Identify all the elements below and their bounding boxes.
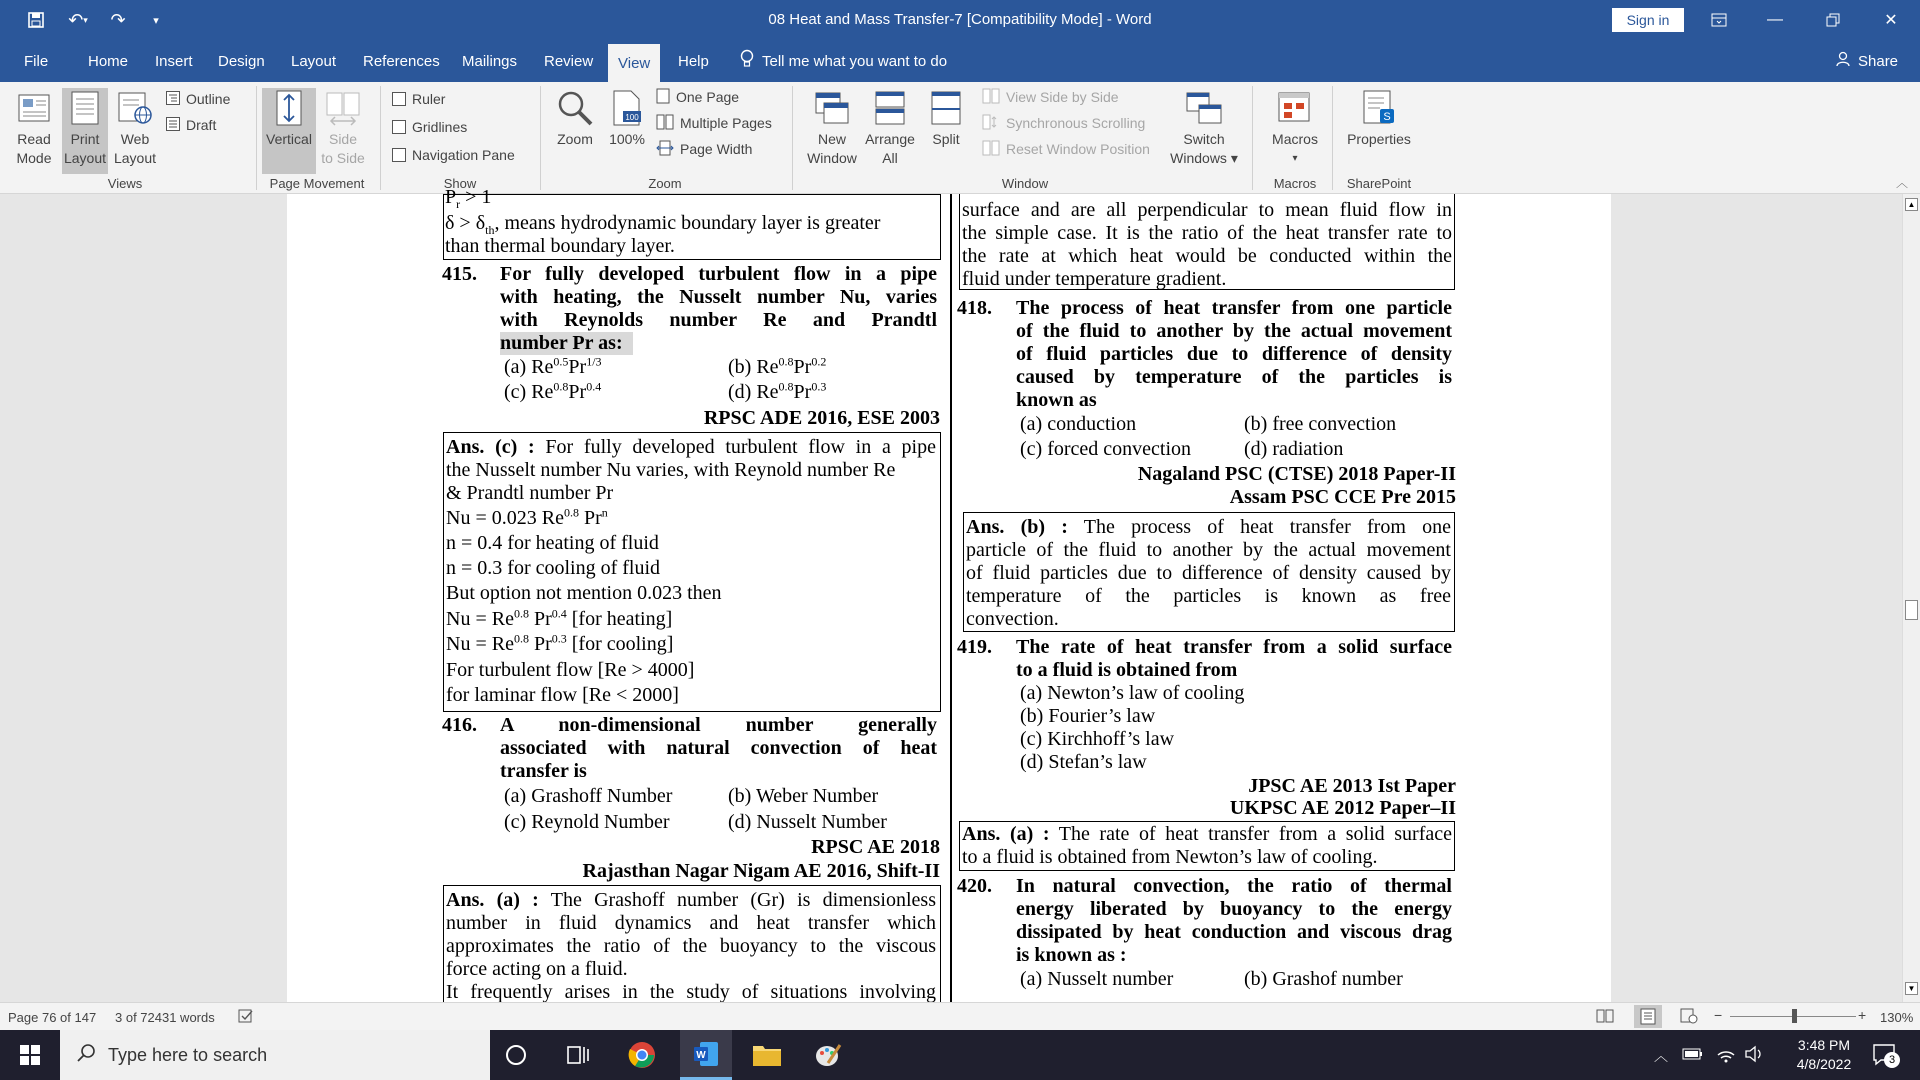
tab-home[interactable]: Home (88, 52, 129, 70)
answer-line: & Prandtl number Pr (446, 482, 614, 504)
multiple-pages-button[interactable]: Multiple Pages (656, 112, 772, 134)
zoom-slider-thumb[interactable] (1792, 1009, 1797, 1023)
answer-line: approximates the ratio of the buoyancy to the viscous (446, 935, 936, 957)
answer-line: Ans. (c) : For fully developed turbulent flow in a pipe (446, 436, 936, 458)
word-taskbar-button[interactable] (680, 1030, 732, 1080)
notifications-button[interactable] (1872, 1042, 1898, 1073)
zoom-100-icon (607, 88, 647, 128)
question-text: The process of heat transfer from one particle (1016, 297, 1452, 319)
clock-date: 4/8/2022 (1796, 1056, 1852, 1072)
answer-line: n = 0.4 for heating of fluid (446, 532, 659, 554)
exam-source: RPSC AE 2018 (811, 836, 940, 858)
synchronous-scrolling-button: Synchronous Scrolling (982, 112, 1145, 134)
web-layout-icon (115, 88, 155, 128)
zoom-in-icon[interactable]: + (1858, 1007, 1867, 1023)
group-separator (792, 86, 793, 190)
new-window-icon (812, 88, 852, 128)
option-c: (c) Kirchhoff’s law (1020, 728, 1175, 750)
answer-line: of fluid particles due to difference of density caused by (966, 562, 1451, 584)
status-bar (0, 1002, 1920, 1030)
print-layout-view-icon[interactable] (1634, 1005, 1662, 1028)
answer-line: n = 0.3 for cooling of fluid (446, 557, 661, 579)
macros-icon (1275, 88, 1315, 128)
answer-line: Ans. (b) : The process of heat transfer from one (966, 516, 1451, 538)
sign-in-button[interactable]: Sign in (1612, 8, 1684, 32)
question-text: is known as : (1016, 944, 1127, 966)
one-page-icon (656, 88, 670, 107)
page-width-button[interactable]: Page Width (656, 138, 752, 160)
side-to-side-icon (323, 88, 363, 128)
group-separator (380, 86, 381, 190)
switch-windows-button[interactable]: Switch Windows ▾ (1170, 88, 1238, 174)
question-number: 416. (442, 714, 477, 736)
svg-text:S: S (1383, 111, 1391, 123)
draft-button[interactable]: Draft (166, 114, 216, 136)
chrome-icon[interactable] (628, 1041, 656, 1074)
question-text: with heating, the Nusselt number Nu, varies (500, 286, 937, 308)
answer-line: for laminar flow [Re < 2000] (446, 684, 679, 706)
vertical-button[interactable]: Vertical (262, 88, 316, 174)
web-layout-button[interactable]: Web Layout (112, 88, 158, 174)
answer-line: the simple case. It is the ratio of the heat transfer rate to (962, 222, 1452, 244)
group-label-macros: Macros (1273, 176, 1317, 191)
collapse-ribbon-icon[interactable]: ︿ (1896, 176, 1909, 190)
magnifier-icon (555, 88, 595, 128)
properties-button[interactable]: S Properties (1340, 88, 1418, 174)
option-c: (c) $Re^{0.8}Pr^{0.4}$ (504, 379, 602, 403)
question-number: 415. (442, 263, 477, 285)
volume-icon[interactable] (1744, 1045, 1764, 1068)
clock[interactable] (1774, 1036, 1874, 1074)
question-number: 419. (957, 636, 992, 658)
new-window-button[interactable]: New Window (800, 88, 864, 174)
properties-icon (1359, 88, 1399, 128)
answer-line: the Nusselt number Nu varies, with Reynold number Re (446, 459, 896, 481)
group-label-views: Views (107, 176, 143, 191)
tab-design[interactable]: Design (218, 52, 265, 70)
scroll-down-icon[interactable]: ▼ (1905, 982, 1918, 995)
page-width-icon (656, 140, 674, 159)
zoom-100-button[interactable]: 100 100% (604, 88, 650, 174)
checkbox-icon (392, 120, 406, 134)
taskbar-search-box[interactable]: Type here to search (60, 1030, 490, 1080)
tab-review[interactable]: Review (544, 52, 594, 70)
tab-references[interactable]: References (363, 52, 440, 70)
ribbon-display-options-icon[interactable] (1696, 0, 1742, 40)
question-text: For fully developed turbulent flow in a pipe (500, 263, 937, 285)
share-label: Share (1858, 52, 1899, 70)
arrange-all-icon (870, 88, 910, 128)
page-count[interactable]: Page 76 of 147 (8, 1010, 97, 1025)
option-b: (b) free convection (1244, 413, 1397, 435)
proofing-icon[interactable] (238, 1008, 254, 1027)
option-b: (b) Weber Number (728, 785, 879, 807)
scrollbar-thumb[interactable] (1905, 600, 1918, 620)
wifi-icon[interactable] (1716, 1045, 1736, 1068)
tab-file[interactable]: File (24, 52, 49, 70)
word-icon (692, 1040, 720, 1068)
view-side-by-side-button: View Side by Side (982, 86, 1119, 108)
answer-line: Ans. (a) : The Grashoff number (Gr) is dimensionless (446, 889, 936, 911)
switch-windows-icon (1184, 88, 1224, 128)
cortana-icon[interactable] (504, 1043, 528, 1072)
reset-window-position-button: Reset Window Position (982, 138, 1150, 160)
text-line: $\delta > \delta_{th}$, means hydrodynamic boundary layer is greater (445, 212, 881, 237)
option-a: (a) Grashoff Number (504, 785, 673, 807)
svg-text:W: W (696, 1050, 706, 1061)
checkbox-icon (392, 92, 406, 106)
start-button[interactable] (0, 1030, 60, 1080)
tab-insert[interactable]: Insert (155, 52, 193, 70)
question-text: of fluid particles due to difference of density (1016, 343, 1452, 365)
gridlines-checkbox[interactable]: Gridlines (392, 116, 467, 138)
tab-layout[interactable]: Layout (291, 52, 337, 70)
group-separator (540, 86, 541, 190)
person-icon (1836, 51, 1852, 71)
text-line: $P_r > 1$ (445, 186, 492, 211)
group-separator (1332, 86, 1333, 190)
answer-line: particle of the fluid to another by the actual movement (966, 539, 1451, 561)
option-a: (a) $Re^{0.5}Pr^{1/3}$ (504, 354, 602, 378)
answer-line: force acting on a fluid. (446, 958, 628, 980)
paint-icon[interactable] (814, 1041, 842, 1074)
restore-icon[interactable] (1810, 0, 1856, 40)
group-label-page-movement: Page Movement (269, 176, 365, 191)
question-text: The rate of heat transfer from a solid surface (1016, 636, 1452, 658)
question-text: energy liberated by buoyancy to the energy (1016, 898, 1452, 920)
exam-source: Assam PSC CCE Pre 2015 (1229, 486, 1456, 508)
side-to-side-button: Side to Side (320, 88, 366, 174)
zoom-button[interactable]: Zoom (550, 88, 600, 174)
navigation-pane-checkbox[interactable]: Navigation Pane (392, 144, 515, 166)
tab-mailings[interactable]: Mailings (462, 52, 518, 70)
sync-scroll-icon (982, 114, 1000, 133)
group-label-show: Show (443, 176, 477, 191)
zoom-level[interactable]: 130% (1880, 1010, 1914, 1025)
option-d: (d) Stefan’s law (1020, 751, 1147, 773)
ribbon-tabs (0, 40, 1920, 82)
outline-icon (166, 91, 180, 108)
read-mode-button[interactable]: Read Mode (10, 88, 58, 174)
option-a: (a) conduction (1020, 413, 1137, 435)
title-bar (0, 0, 1920, 40)
formula-line: $Nu = Re^{0.8}$ $Pr^{0.4}$ [for heating] (446, 606, 673, 630)
exam-source: Nagaland PSC (CTSE) 2018 Paper-II (1137, 463, 1456, 485)
close-icon[interactable]: ✕ (1884, 12, 1898, 29)
group-label-sharepoint: SharePoint (1346, 176, 1412, 191)
question-number: 418. (957, 297, 992, 319)
split-icon (926, 88, 966, 128)
option-d: (d) radiation (1244, 438, 1344, 460)
clock-time: 3:48 PM (1797, 1037, 1851, 1053)
answer-line: But option not mention 0.023 then (446, 582, 722, 604)
save-icon[interactable] (24, 8, 48, 32)
side-by-side-icon (982, 88, 1000, 107)
option-a: (a) Newton’s law of cooling (1020, 682, 1245, 704)
question-text: with Reynolds number Re and Prandtl (500, 309, 937, 331)
tab-view[interactable]: View (608, 44, 660, 82)
option-a: (a) Nusselt number (1020, 968, 1174, 990)
question-text: number Pr as: (500, 332, 633, 355)
option-b: (b) $Re^{0.8}Pr^{0.2}$ (728, 354, 827, 378)
option-b: (b) Grashof number (1244, 968, 1403, 990)
question-text: to a fluid is obtained from (1016, 659, 1238, 681)
exam-source: UKPSC AE 2012 Paper–II (1229, 797, 1456, 819)
notification-count-badge: 3 (1884, 1052, 1900, 1068)
vertical-scrollbar[interactable] (1902, 194, 1920, 1002)
redo-icon[interactable]: ↷ (110, 9, 126, 30)
exam-source: JPSC AE 2013 Ist Paper (1248, 775, 1456, 797)
group-label-window: Window (1001, 176, 1049, 191)
lightbulb-icon (740, 49, 754, 73)
split-button[interactable]: Split (922, 88, 970, 174)
reset-position-icon (982, 140, 1000, 159)
option-b: (b) Fourier’s law (1020, 705, 1156, 727)
exam-source: Rajasthan Nagar Nigam AE 2016, Shift-II (582, 860, 940, 882)
answer-line: fluid under temperature gradient. (962, 268, 1227, 290)
web-layout-view-icon[interactable] (1680, 1008, 1698, 1027)
option-c: (c) forced convection (1020, 438, 1192, 460)
outline-button[interactable]: Outline (166, 88, 230, 110)
question-text: of the fluid to another by the actual movement (1016, 320, 1452, 342)
answer-line: temperature of the particles is known as free (966, 585, 1451, 607)
search-icon (76, 1043, 96, 1068)
question-text: In natural convection, the ratio of thermal (1016, 875, 1452, 897)
macros-button[interactable]: Macros ▾ (1264, 88, 1326, 174)
show-hidden-icons-icon[interactable]: ︿ (1654, 1048, 1668, 1064)
read-mode-icon (14, 88, 54, 128)
question-text: known as (1016, 389, 1097, 411)
scroll-up-icon[interactable]: ▲ (1905, 198, 1918, 211)
document-title: 08 Heat and Mass Transfer-7 [Compatibility Mode] - Word (768, 11, 1152, 28)
tell-me-search[interactable] (740, 40, 947, 82)
macros-dropdown-icon: ▾ (1292, 153, 1298, 164)
undo-icon[interactable]: ↶ ▾ (68, 9, 88, 30)
question-text: caused by temperature of the particles is (1016, 366, 1452, 388)
column-separator (950, 194, 952, 1002)
windows-icon (20, 1045, 40, 1065)
answer-line: For turbulent flow [Re > 4000] (446, 659, 695, 681)
taskbar (0, 1030, 1920, 1080)
multiple-pages-icon (656, 114, 674, 133)
minimize-icon[interactable]: — (1767, 11, 1783, 28)
customize-qat-icon[interactable]: ▾ (153, 14, 159, 27)
question-text: A non-dimensional number generally (500, 714, 937, 736)
one-page-button[interactable]: One Page (656, 86, 739, 108)
checkbox-icon (392, 148, 406, 162)
exam-source: RPSC ADE 2016, ESE 2003 (703, 407, 940, 429)
task-view-icon[interactable] (566, 1043, 590, 1072)
file-explorer-icon[interactable] (752, 1042, 782, 1073)
read-mode-view-icon[interactable] (1596, 1009, 1614, 1026)
answer-line: convection. (966, 608, 1059, 630)
arrange-all-button[interactable]: Arrange All (862, 88, 918, 174)
group-separator (256, 86, 257, 190)
question-number: 420. (957, 875, 992, 897)
question-text: transfer is (500, 760, 587, 782)
answer-line: Ans. (a) : The rate of heat transfer from a solid surface (962, 823, 1452, 845)
question-text: associated with natural convection of heat (500, 737, 937, 759)
group-label-zoom: Zoom (648, 176, 682, 191)
draft-icon (166, 117, 180, 134)
tell-me-text: Tell me what you want to do (762, 52, 948, 70)
answer-line: the rate at which heat would be conducted within the (962, 245, 1452, 267)
formula-line: Nu = 0.023 $Re^{0.8}$ Pr$^n$ (446, 505, 608, 529)
option-d: (d) Nusselt Number (728, 811, 887, 833)
option-c: (c) Reynold Number (504, 811, 670, 833)
zoom-out-icon[interactable]: − (1714, 1007, 1723, 1023)
option-d: (d) $Re^{0.8}Pr^{0.3}$ (728, 379, 827, 403)
question-text: dissipated by heat conduction and viscous drag (1016, 921, 1452, 943)
svg-text:100: 100 (625, 113, 639, 122)
ribbon-view (0, 82, 1920, 194)
answer-line: to a fluid is obtained from Newton’s law of cooling. (962, 846, 1378, 868)
vertical-scroll-icon (269, 88, 309, 128)
group-separator (1252, 86, 1253, 190)
print-layout-icon (65, 88, 105, 128)
answer-line: surface and are all perpendicular to mean fluid flow in (962, 199, 1452, 221)
word-count[interactable]: 3 of 72431 words (115, 1010, 215, 1025)
print-layout-button[interactable]: Print Layout (62, 88, 108, 174)
tab-help[interactable]: Help (678, 52, 709, 70)
answer-line: It frequently arises in the study of situations involving (446, 981, 936, 1002)
battery-icon[interactable] (1682, 1047, 1704, 1066)
share-button[interactable] (1836, 40, 1898, 82)
ruler-checkbox[interactable]: Ruler (392, 88, 445, 110)
text-line: than thermal boundary layer. (445, 235, 675, 257)
answer-line: number in fluid dynamics and heat transfer which (446, 912, 936, 934)
formula-line: $Nu = Re^{0.8}$ $Pr^{0.3}$ [for cooling] (446, 631, 674, 655)
